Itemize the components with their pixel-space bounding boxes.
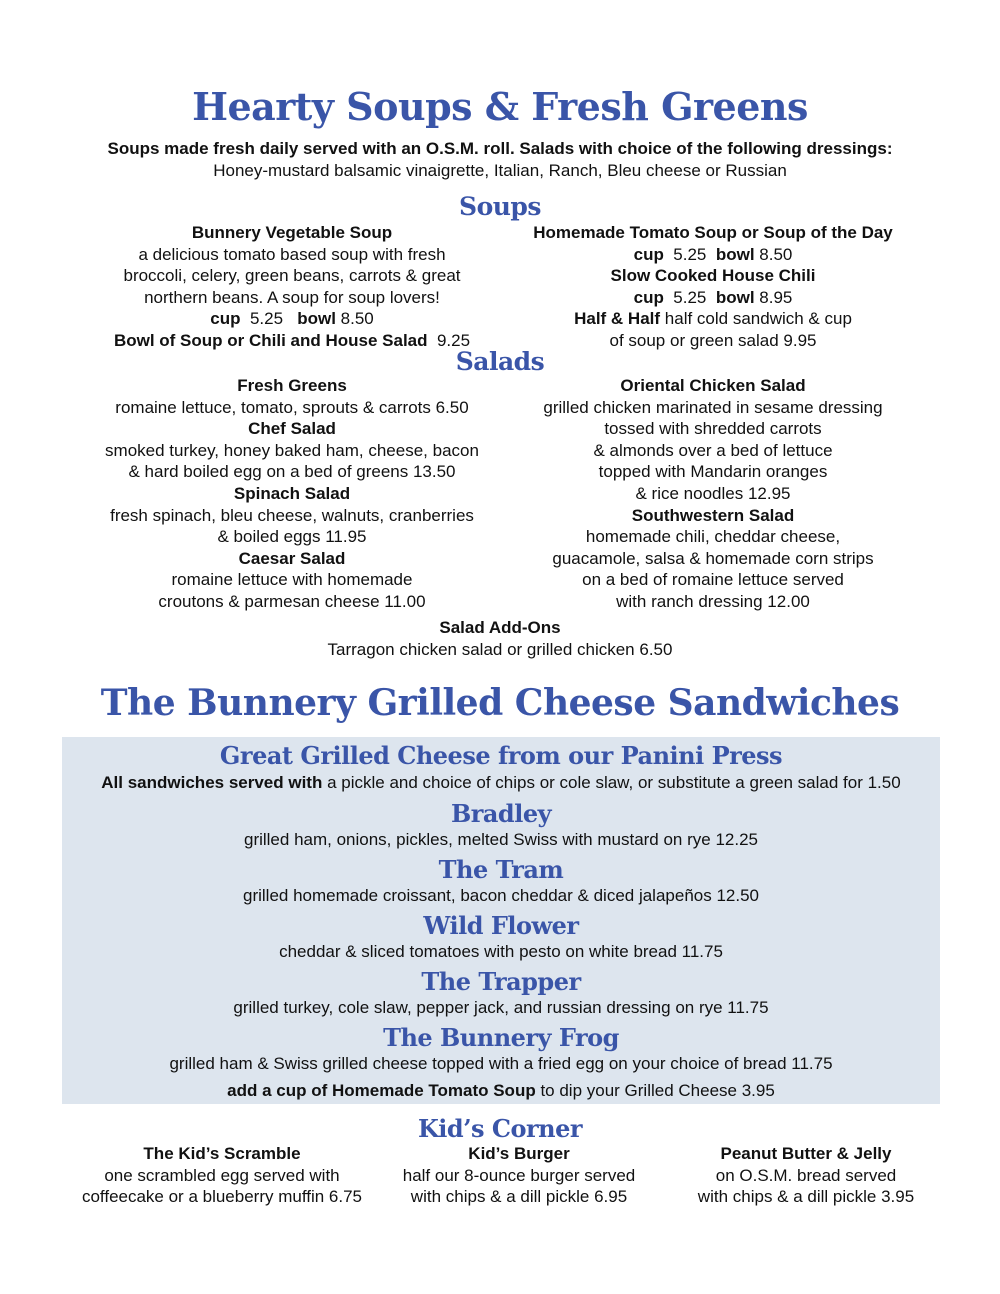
half-half-line bbox=[493, 308, 933, 330]
menu-item-desc: with chips & a dill pickle 6.95 bbox=[410, 1187, 628, 1207]
sandwich-name: The Trapper bbox=[421, 967, 581, 996]
sandwich-item bbox=[62, 799, 940, 851]
cup-price: 5.25 bbox=[673, 244, 707, 264]
menu-item-name: Spinach Salad bbox=[233, 483, 351, 503]
menu-item-name: Fresh Greens bbox=[237, 376, 347, 395]
bowl-label: bowl bbox=[715, 244, 755, 264]
menu-item-desc: & rice noodles 12.95 bbox=[635, 483, 791, 503]
page-title-soups-greens: Hearty Soups & Fresh Greens bbox=[192, 84, 808, 129]
menu-item-desc: with chips & a dill pickle 3.95 bbox=[697, 1187, 915, 1207]
soup-addon-line bbox=[62, 1080, 940, 1102]
bowl-label: bowl bbox=[715, 287, 755, 307]
menu-item-desc: romaine lettuce, tomato, sprouts & carrots 6.50 bbox=[115, 397, 469, 417]
kids-item bbox=[62, 1143, 382, 1208]
menu-item-name: Chef Salad bbox=[248, 419, 336, 439]
grilled-note-rest: a pickle and choice of chips or cole slaw, or substitute a green salad for 1.50 bbox=[322, 773, 901, 792]
menu-item-desc: topped with Mandarin oranges bbox=[598, 462, 828, 482]
bowl-price: 8.50 bbox=[340, 309, 374, 329]
half-half-desc-2: of soup or green salad 9.95 bbox=[609, 330, 817, 350]
sandwich-item bbox=[62, 911, 940, 963]
menu-item-name: Bunnery Vegetable Soup bbox=[191, 223, 393, 242]
addons-label: Salad Add-Ons bbox=[439, 618, 561, 637]
bowl-label: bowl bbox=[297, 309, 336, 329]
cup-label: cup bbox=[633, 244, 664, 264]
section-heading-soups: Soups bbox=[459, 192, 541, 221]
salad-column-right bbox=[493, 375, 933, 613]
price-line bbox=[493, 287, 933, 309]
bowl-price: 8.50 bbox=[759, 244, 793, 264]
menu-item-name: Homemade Tomato Soup or Soup of the Day bbox=[533, 223, 893, 242]
intro-line-2: Honey-mustard balsamic vinaigrette, Italian, Ranch, Bleu cheese or Russian bbox=[213, 160, 787, 180]
intro-line-1: Soups made fresh daily served with an O.S.M. roll. Salads with choice of the following dressings: bbox=[107, 139, 893, 158]
kids-item bbox=[359, 1143, 679, 1208]
menu-item-desc: coffeecake or a blueberry muffin 6.75 bbox=[81, 1187, 363, 1207]
menu-item-desc: & hard boiled egg on a bed of greens 13.50 bbox=[128, 462, 456, 482]
menu-item-desc: on a bed of romaine lettuce served bbox=[582, 570, 844, 590]
combo-price: 9.25 bbox=[436, 330, 471, 350]
cup-label: cup bbox=[210, 309, 241, 329]
cup-price: 5.25 bbox=[249, 309, 284, 329]
sandwich-item bbox=[62, 855, 940, 907]
intro-text bbox=[0, 138, 1000, 181]
cup-price: 5.25 bbox=[673, 287, 707, 307]
combo-label: Bowl of Soup or Chili and House Salad bbox=[113, 330, 428, 350]
sandwich-item bbox=[62, 967, 940, 1019]
half-half-desc: half cold sandwich & cup bbox=[664, 309, 852, 329]
menu-item-desc: grilled chicken marinated in sesame dressing bbox=[543, 397, 883, 417]
soup-addon-rest: to dip your Grilled Cheese 3.95 bbox=[535, 1081, 775, 1100]
kids-item bbox=[646, 1143, 966, 1208]
sandwich-name: Wild Flower bbox=[423, 911, 579, 940]
menu-item-name: Oriental Chicken Salad bbox=[620, 376, 806, 395]
grilled-subheading: Great Grilled Cheese from our Panini Press bbox=[219, 741, 783, 770]
sandwich-desc: grilled homemade croissant, bacon cheddar & diced jalapeños 12.50 bbox=[243, 886, 759, 905]
menu-item-desc: romaine lettuce with homemade bbox=[171, 570, 413, 590]
sandwich-name: The Tram bbox=[438, 855, 564, 884]
menu-item-desc: northern beans. A soup for soup lovers! bbox=[144, 287, 440, 307]
page-title-grilled-cheese: The Bunnery Grilled Cheese Sandwiches bbox=[100, 682, 900, 724]
bowl-price: 8.95 bbox=[759, 287, 793, 307]
salad-addons bbox=[0, 617, 1000, 660]
section-heading-kids: Kid’s Corner bbox=[417, 1114, 583, 1143]
sandwich-item bbox=[62, 1023, 940, 1075]
menu-item-desc: homemade chili, cheddar cheese, bbox=[585, 527, 841, 547]
sandwich-name: The Bunnery Frog bbox=[383, 1023, 619, 1052]
menu-item-name: The Kid’s Scramble bbox=[143, 1144, 301, 1163]
cup-label: cup bbox=[633, 287, 664, 307]
menu-item-desc: on O.S.M. bread served bbox=[715, 1165, 897, 1185]
menu-item-name: Southwestern Salad bbox=[631, 505, 795, 525]
grilled-note bbox=[62, 772, 940, 794]
menu-item-desc: guacamole, salsa & homemade corn strips bbox=[552, 548, 874, 568]
menu-item-desc: & almonds over a bed of lettuce bbox=[593, 440, 833, 460]
soup-column-left bbox=[72, 222, 512, 352]
menu-item-name: Slow Cooked House Chili bbox=[610, 266, 816, 286]
menu-item-desc: one scrambled egg served with bbox=[104, 1165, 340, 1185]
grilled-note-bold: All sandwiches served with bbox=[101, 773, 323, 792]
sandwich-desc: grilled ham, onions, pickles, melted Swiss with mustard on rye 12.25 bbox=[243, 830, 758, 849]
menu-item-desc: with ranch dressing 12.00 bbox=[616, 591, 810, 611]
grilled-cheese-panel bbox=[62, 737, 940, 1104]
salad-column-left bbox=[72, 375, 512, 613]
sandwich-desc: cheddar & sliced tomatoes with pesto on white bread 11.75 bbox=[279, 942, 723, 961]
addons-desc: Tarragon chicken salad or grilled chicken 6.50 bbox=[327, 639, 673, 659]
sandwich-desc: grilled ham & Swiss grilled cheese topped with a fried egg on your choice of bread 11.75 bbox=[169, 1054, 833, 1073]
menu-item-desc: croutons & parmesan cheese 11.00 bbox=[158, 591, 426, 611]
menu-item-name: Caesar Salad bbox=[238, 548, 346, 568]
menu-item-desc: smoked turkey, honey baked ham, cheese, bacon bbox=[105, 440, 479, 460]
sandwich-name: Bradley bbox=[450, 799, 552, 828]
menu-item-desc: broccoli, celery, green beans, carrots & great bbox=[123, 266, 461, 286]
menu-item-desc: half our 8-ounce burger served bbox=[402, 1165, 636, 1185]
menu-item-name: Kid’s Burger bbox=[468, 1144, 570, 1163]
soup-column-right bbox=[493, 222, 933, 352]
section-heading-salads: Salads bbox=[455, 347, 545, 376]
soup-addon-bold: add a cup of Homemade Tomato Soup bbox=[227, 1081, 536, 1100]
menu-item-desc: tossed with shredded carrots bbox=[604, 419, 822, 439]
menu-item-desc: fresh spinach, bleu cheese, walnuts, cranberries bbox=[110, 505, 474, 525]
menu-item-desc: a delicious tomato based soup with fresh bbox=[138, 244, 446, 264]
menu-item-desc: & boiled eggs 11.95 bbox=[217, 527, 367, 547]
price-line bbox=[72, 308, 512, 330]
sandwich-desc: grilled turkey, cole slaw, pepper jack, and russian dressing on rye 11.75 bbox=[233, 998, 769, 1017]
menu-item-name: Peanut Butter & Jelly bbox=[720, 1144, 892, 1163]
half-half-label: Half & Half bbox=[574, 309, 661, 329]
price-line bbox=[493, 244, 933, 266]
